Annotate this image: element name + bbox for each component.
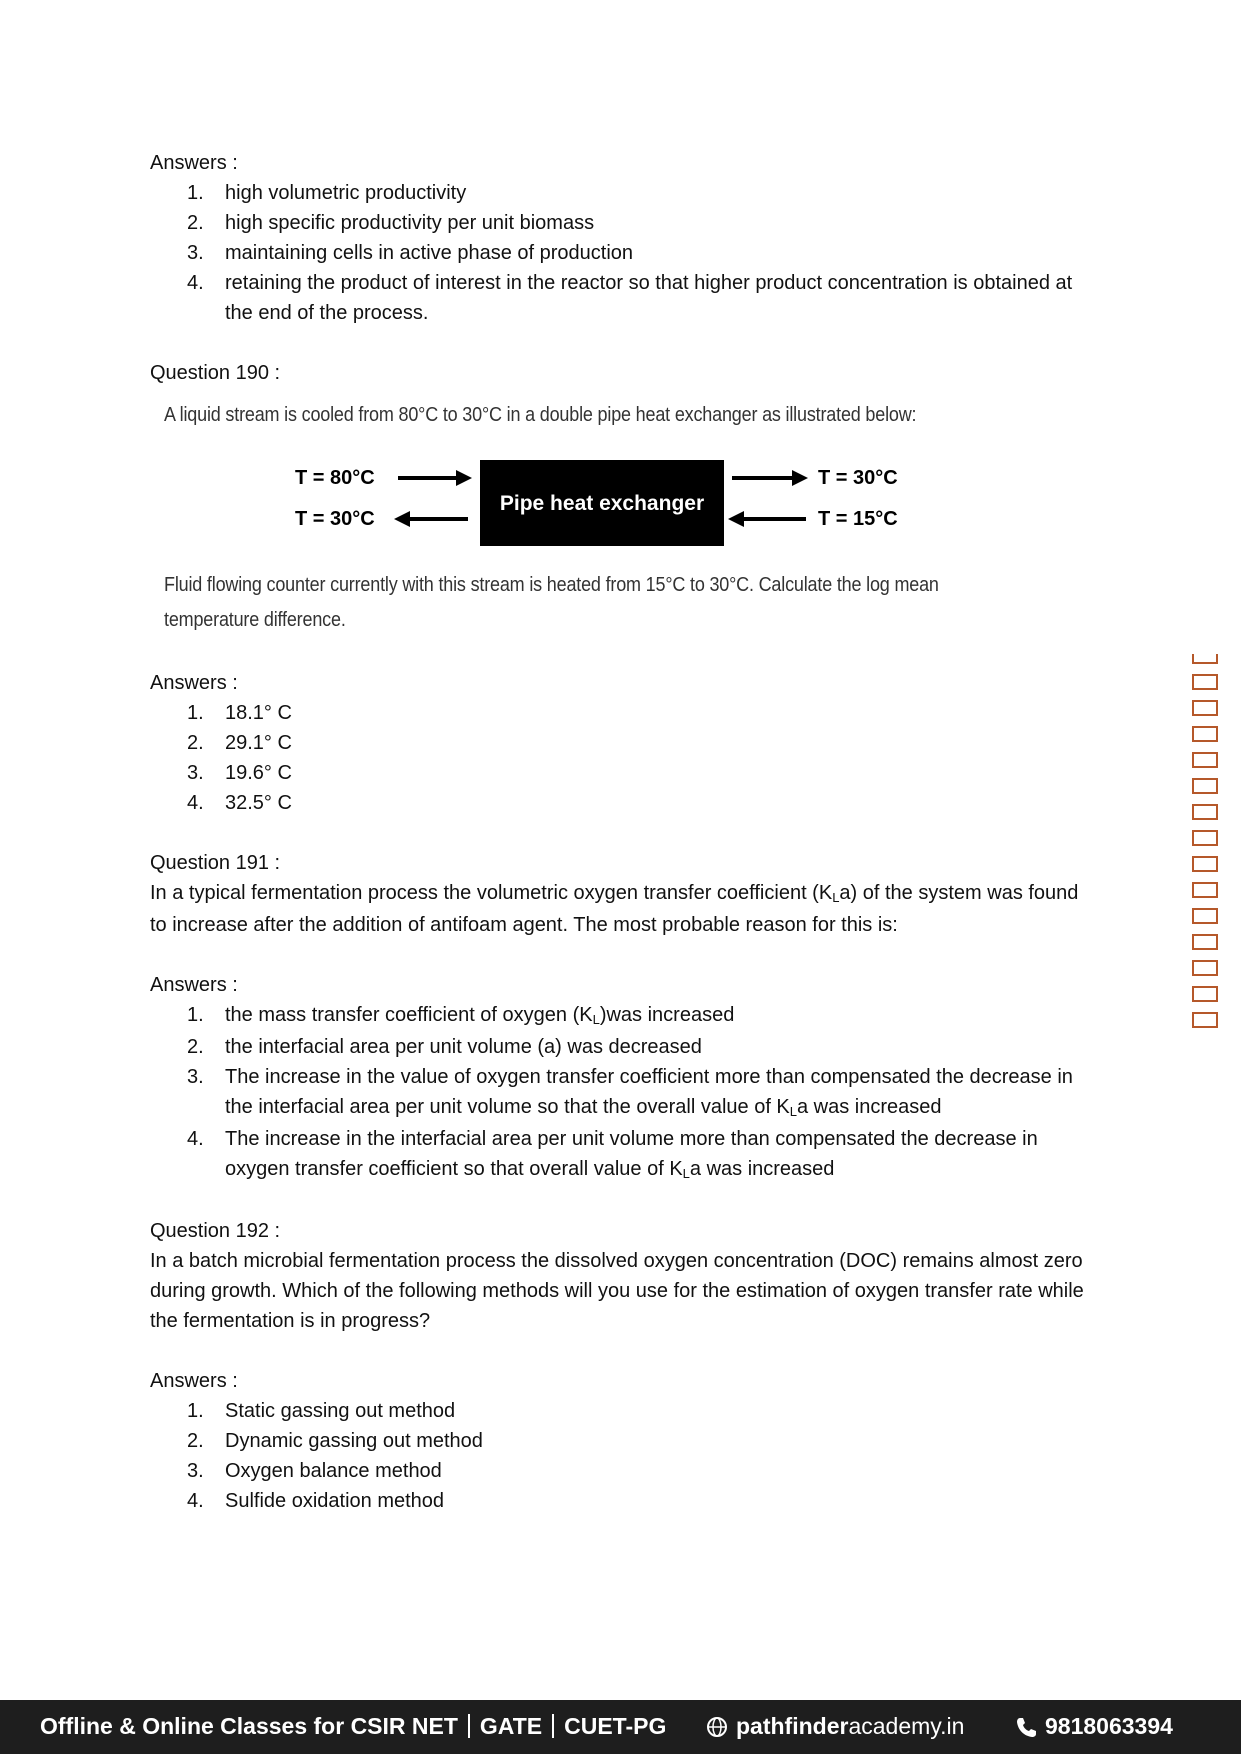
answer-item: 4. The increase in the interfacial area per unit volume more than compensated the decrease in oxygen transfer coefficient so that overall value of KLa was increased <box>187 1128 1038 1181</box>
answer-list <box>150 178 1090 328</box>
answer-item: 2. 29.1° C <box>187 732 292 754</box>
answer-item: 3. The increase in the value of oxygen transfer coefficient more than compensated the decrease in the interfacial area per unit volume so that the overall value of KLa was increased <box>187 1066 1073 1119</box>
arrow-left-head <box>728 511 744 527</box>
question-label: Question 190 : <box>150 362 281 384</box>
figure-text-line: temperature difference. <box>164 609 346 631</box>
footer-tagline: Offline & Online Classes for CSIR NET GATE CUET-PG <box>40 1713 667 1739</box>
cold-outlet-label: T = 30°C <box>818 467 898 489</box>
answer-item: 2. Dynamic gassing out method <box>187 1430 483 1452</box>
answer-item: 4. Sulfide oxidation method <box>187 1490 445 1512</box>
question-label: Question 191 : <box>150 852 281 874</box>
footer-website[interactable]: pathfinderacademy.in <box>706 1713 964 1740</box>
answer-item: 1. the mass transfer coefficient of oxygen (KL)was increased <box>187 1004 735 1027</box>
answers-label: Answers : <box>150 1370 238 1392</box>
outlet-temp-label: T = 30°C <box>295 508 375 530</box>
phone-icon <box>1015 1716 1037 1738</box>
answer-item: 3. Oxygen balance method <box>187 1460 442 1482</box>
answer-item: 3. maintaining cells in active phase of production <box>187 242 634 264</box>
answer-item: 2. the interfacial area per unit volume (a) was decreased <box>187 1036 702 1058</box>
globe-icon <box>706 1716 728 1738</box>
cold-inlet-label: T = 15°C <box>818 508 898 530</box>
footer-banner <box>0 1700 1241 1754</box>
question-figure <box>150 394 1090 654</box>
answer-item: 4. 32.5° C <box>187 792 292 814</box>
arrow-right-head <box>456 470 472 486</box>
answer-list <box>150 1000 1090 1186</box>
footer-phone[interactable]: 9818063394 <box>1015 1713 1173 1740</box>
question-label: Question 192 : <box>150 1220 281 1242</box>
exchanger-label: Pipe heat exchanger <box>499 492 705 515</box>
answer-item: 2. high specific productivity per unit biomass <box>187 212 595 234</box>
answer-item: 3. 19.6° C <box>187 762 292 784</box>
figure-text-line: Fluid flowing counter currently with this stream is heated from 15°C to 30°C. Calculate the log mean <box>164 574 939 596</box>
answer-item: 1. high volumetric productivity <box>187 182 467 204</box>
document-body <box>150 148 1090 1516</box>
question-stem: In a typical fermentation process the volumetric oxygen transfer coefficient (KLa) of the system was found to increase after the addition of antifoam agent. The most probable reason for this is: <box>150 882 1079 936</box>
answers-label: Answers : <box>150 672 238 694</box>
side-watermark <box>1192 654 1222 1038</box>
inlet-temp-label: T = 80°C <box>295 467 375 489</box>
question-stem: In a batch microbial fermentation process the dissolved oxygen concentration (DOC) remains almost zero during growth. Which of the following methods will you use for the estimation of oxygen transfer rate while the fermentation is in progress? <box>150 1250 1084 1332</box>
answer-list <box>150 1396 1090 1516</box>
answer-list <box>150 698 1090 818</box>
answer-item: 1. Static gassing out method <box>187 1400 456 1422</box>
figure-intro: A liquid stream is cooled from 80°C to 30°C in a double pipe heat exchanger as illustrated below: <box>164 404 917 426</box>
answers-label: Answers : <box>150 974 238 996</box>
arrow-right-head <box>792 470 808 486</box>
arrow-left-head <box>394 511 410 527</box>
answers-label: Answers : <box>150 152 238 174</box>
answer-item: 4. retaining the product of interest in the reactor so that higher product concentration is obtained at the end of the process. <box>187 272 1073 324</box>
answer-item: 1. 18.1° C <box>187 702 292 724</box>
